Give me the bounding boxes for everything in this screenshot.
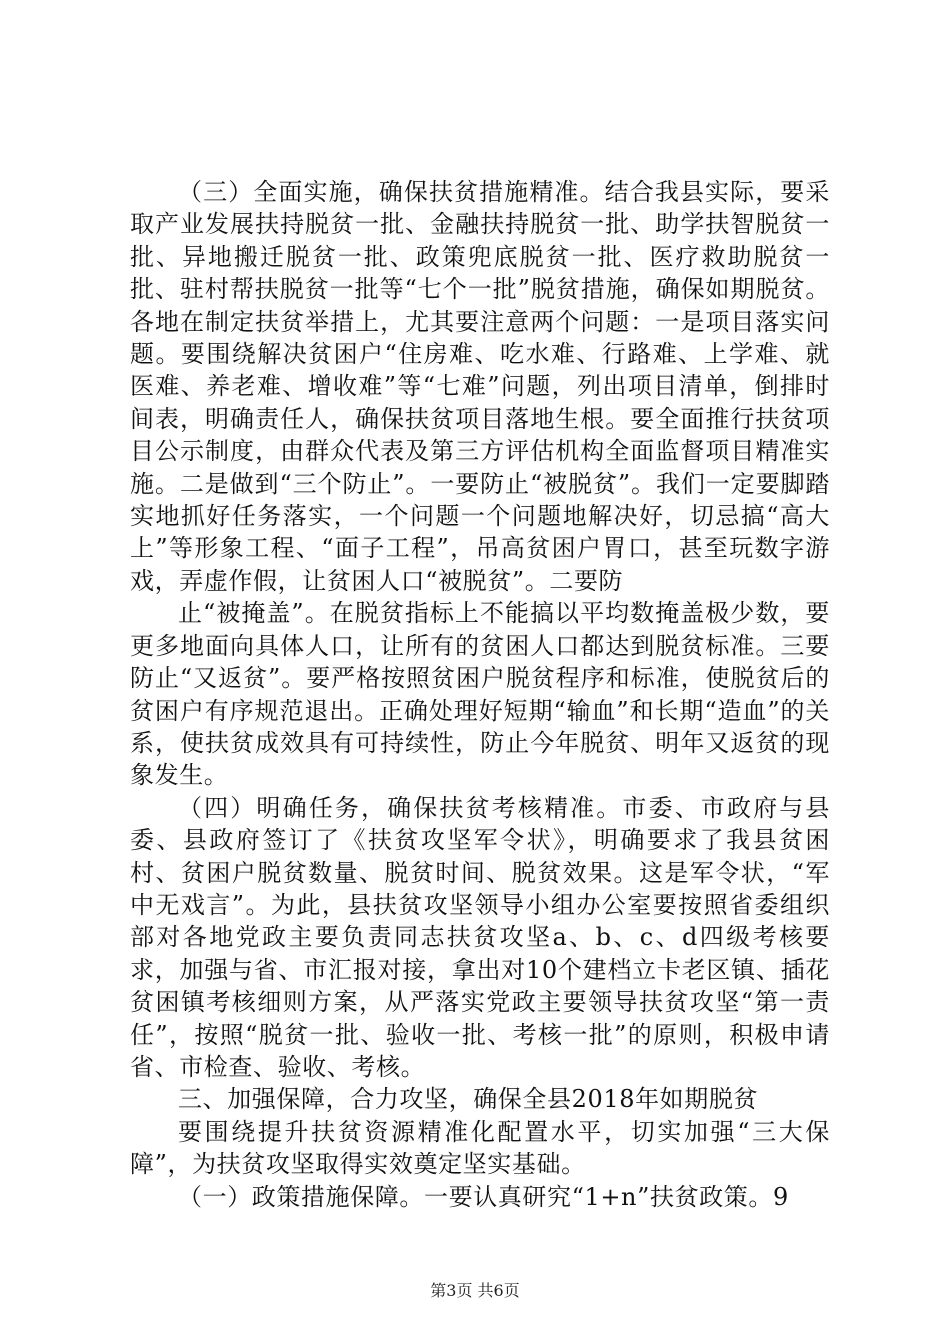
paragraph-policy-guarantee: （一）政策措施保障。一要认真研究“1+n”扶贫政策。9 [178,1182,789,1211]
paragraph-three-guarantees: 要围绕提升扶贫资源精准化配置水平，切实加强“三大保障”，为扶贫攻坚取得实效奠定坚实基础。 [130,1117,830,1179]
paragraph-section-three: （三）全面实施，确保扶贫措施精准。结合我县实际，要采取产业发展扶持脱贫一批、金融扶持脱贫一批、助学扶智脱贫一批、异地搬迁脱贫一批、政策兜底脱贫一批、医疗救助脱贫一批、驻村帮扶脱贫一批等“七个一批”脱贫措施，确保如期脱贫。各地在制定扶贫举措上，尤其要注意两个问题：一是项目落实问题。要围绕解决贫困户“住房难、吃水难、行路难、上学难、就医难、养老难、增收难”等“七难”问题，列出项目清单，倒排时间表，明确责任人，确保扶贫项目落地生根。要全面推行扶贫项目公示制度，由群众代表及第三方评估机构全面监督项目精准实施。二是做到“三个防止”。一要防止“被脱贫”。我们一定要脚踏实地抓好任务落实，一个问题一个问题地解决好，切忌搞“高大上”等形象工程、“面子工程”，吊高贫困户胃口，甚至玩数字游戏，弄虚作假，让贫困人口“被脱贫”。二要防 [130,178,830,595]
heading-strengthen-guarantees: 三、加强保障，合力攻坚，确保全县2018年如期脱贫 [178,1085,759,1114]
paragraph-section-four: （四）明确任务，确保扶贫考核精准。市委、市政府与县委、县政府签订了《扶贫攻坚军令状》，明确要求了我县贫困村、贫困户脱贫数量、脱贫时间、脱贫效果。这是军令状，“军中无戏言”。为此，县扶贫攻坚领导小组办公室要按照省委组织部对各地党政主要负责同志扶贫攻坚a、b、c、d四级考核要求，加强与省、市汇报对接，拿出对10个建档立卡老区镇、插花贫困镇考核细则方案，从严落实党政主要领导扶贫攻坚“第一责任”，按照“脱贫一批、验收一批、考核一批”的原则，积极申请省、市检查、验收、考核。 [130,793,830,1081]
page-number-footer: 第3页 共6页 [430,1281,520,1300]
paragraph-prevent-concealment: 止“被掩盖”。在脱贫指标上不能搞以平均数掩盖极少数，要更多地面向具体人口，让所有的贫困人口都达到脱贫标准。三要防止“又返贫”。要严格按照贫困户脱贫程序和标准，使脱贫后的贫困户有序规范退出。正确处理好短期“输血”和长期“造血”的关系，使扶贫成效具有可持续性，防止今年脱贫、明年又返贫的现象发生。 [130,599,830,790]
document-body [130,176,830,1213]
